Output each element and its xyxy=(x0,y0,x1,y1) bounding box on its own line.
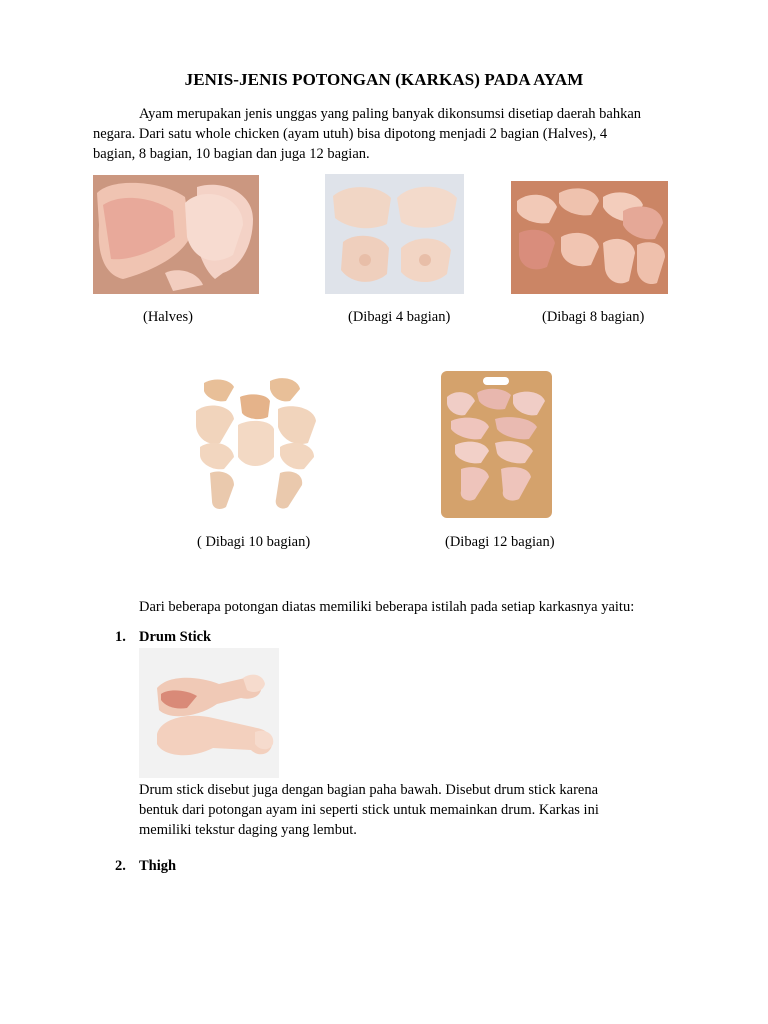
caption-eight: (Dibagi 8 bagian) xyxy=(542,309,645,325)
photo-four-pieces xyxy=(325,174,464,294)
intro-paragraph xyxy=(93,104,653,164)
photo-twelve-pieces xyxy=(441,371,552,518)
photo-ten-pieces xyxy=(190,373,324,516)
photo-halves xyxy=(93,175,259,294)
lead-in-text: Dari beberapa potongan diatas memiliki beberapa istilah pada setiap karkasnya yaitu: xyxy=(139,599,635,615)
caption-twelve: (Dibagi 12 bagian) xyxy=(445,534,555,550)
photo-eight-pieces xyxy=(511,181,668,294)
caption-halves: (Halves) xyxy=(143,309,193,325)
photo-drum-stick xyxy=(139,648,279,778)
list-number-2: 2. xyxy=(115,858,126,874)
item-description-drum-stick: Drum stick disebut juga dengan bagian paha bawah. Disebut drum stick karena bentuk dari potongan ayam ini seperti stick untuk memainkan drum. Karkas ini memiliki tekstur daging yang lembut. xyxy=(139,782,599,838)
page-title: JENIS-JENIS POTONGAN (KARKAS) PADA AYAM xyxy=(184,70,584,89)
item-title-thigh: Thigh xyxy=(139,858,177,874)
list-number-1: 1. xyxy=(115,629,126,645)
caption-four: (Dibagi 4 bagian) xyxy=(348,309,451,325)
item-title-drum-stick: Drum Stick xyxy=(139,629,212,645)
intro-text: Ayam merupakan jenis unggas yang paling banyak dikonsumsi disetiap daerah bahkan negara. Dari satu whole chicken (ayam utuh) bisa dipotong menjadi 2 bagian (Halves), 4 bagian, 8 bagian, 10 bagian dan juga 12 bagian. xyxy=(93,106,642,162)
caption-ten: ( Dibagi 10 bagian) xyxy=(197,534,311,550)
